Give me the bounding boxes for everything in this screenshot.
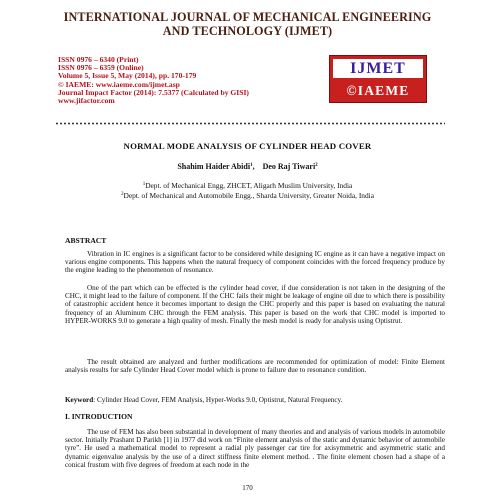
- keywords: [65, 396, 445, 404]
- meta-volume: Volume 5, Issue 5, May (2014), pp. 170-179: [58, 71, 197, 81]
- journal-meta: [58, 56, 318, 105]
- abstract-heading: ABSTRACT: [65, 236, 107, 245]
- author-2: Deo Raj Tiwari: [262, 162, 316, 171]
- meta-website: © IAEME: www.iaeme.com/ijmet.asp: [58, 79, 180, 89]
- abstract-paragraph-2: One of the part which can be effected is the cylinder head cover, if due consideration is not taken in the designing of the CHC, it might lead to the failure of component. If the CHC fails their might be leakage of engine oil due to which there is possibility of catastrophic accident hence it becomes important to design the CHC properly and this paper is based on evaluating the natural frequency of an Aluminum CHC through the FEM analysis. This paper is based on the work that CHC model is imported to HYPER-WORKS 9.0 to generate a high quality of mesh. Finally the mesh model is ready for analysis using Optistrut.: [65, 284, 445, 325]
- meta-jifactor-link: www.jifactor.com: [58, 96, 115, 106]
- keywords-text: : Cylinder Head Cover, FEM Analysis, Hyper-Works 9.0, Optistrut, Natural Frequency.: [93, 396, 343, 404]
- affiliation-2-sup: 2: [120, 192, 124, 197]
- paper-title: NORMAL MODE ANALYSIS OF CYLINDER HEAD COVER: [123, 141, 372, 151]
- author-2-sup: 2: [315, 163, 318, 168]
- meta-impact-factor: Journal Impact Factor (2014): 7.5377 (Calculated by GISI): [58, 87, 249, 97]
- affiliation-1-text: Dept. of Mechanical Engg, ZHCET, Aligarh Muslim University, India: [145, 181, 353, 190]
- meta-issn-online: ISSN 0976 – 6359 (Online): [58, 63, 144, 73]
- affiliation-2-text: Dept. of Mechanical and Automobile Engg., Sharda University, Greater Noida, India: [123, 191, 375, 200]
- author-1: Shahim Haider Abidi: [177, 162, 251, 171]
- page-number: 170: [242, 484, 253, 492]
- keywords-label: Keyword: [65, 396, 94, 404]
- meta-issn-print: ISSN 0976 – 6340 (Print): [58, 55, 139, 64]
- abstract-paragraph-3: The result obtained are analyzed and further modifications are recommended for optimization of model: Finite Element analysis results for safe Cylinder Head Cover model which is prone to failure due to resonance condition.: [65, 358, 445, 375]
- affiliation-1-sup: 1: [142, 182, 146, 187]
- author-separator: ,: [252, 162, 255, 171]
- affiliation-2: [0, 191, 495, 200]
- dotted-divider: [55, 122, 445, 125]
- ijmet-logo: [329, 55, 427, 103]
- authors: [0, 162, 495, 171]
- journal-title-line2: AND TECHNOLOGY (IJMET): [162, 24, 333, 38]
- introduction-paragraph-1: The use of FEM has also been substantial in development of many theories and and analysis of various models in automobile sector. Initially Prashant D Parikh [1] in 1977 did work on “Finite element analysis of the static and dynamic behavior of automobile tyre”. He used a mathematical model to represent a radial ply passenger car tire for axisymmetric and asymmetric static and dynamic eigenvalue analysis by the use of a direct stiffness finite element method. . The finite element chosen had a shape of a conical frustum with five degrees of freedom at each node in the: [65, 428, 445, 469]
- affiliation-1: [0, 181, 495, 190]
- logo-top-text: IJMET: [333, 59, 423, 78]
- introduction-heading: I. INTRODUCTION: [65, 412, 133, 421]
- journal-title: [0, 10, 495, 38]
- abstract-paragraph-1: Vibration in IC engines is a significant factor to be considered while designing IC engine as it can have a negative impact on various engine components. This happens when the natural frequecy of component coincides with the forced frequency produce by the engine leading to the phenomenon of resonance.: [65, 250, 445, 275]
- author-1-sup: 1: [250, 163, 253, 168]
- journal-title-line1: INTERNATIONAL JOURNAL OF MECHANICAL ENGINEERING: [63, 10, 432, 24]
- logo-bottom-text: ©IAEME: [346, 83, 410, 98]
